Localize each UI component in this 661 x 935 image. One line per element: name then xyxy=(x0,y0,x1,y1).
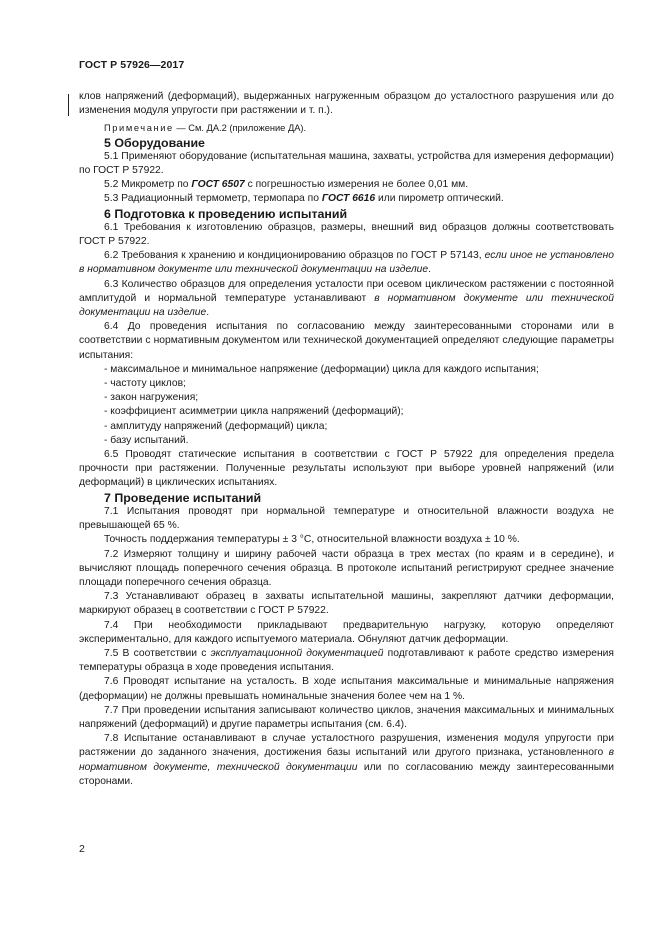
para-7-8: 7.8 Испытание останавливают в случае усталостного разрушения, изменения модуля упругости при растяжении до заданного значения, достижения базы испытаний или другого признака, установленного в нормативном документе, технической документации или по согласованию между заинтересованными сторонами. xyxy=(79,733,614,787)
document-body xyxy=(79,90,614,789)
para-6-2: 6.2 Требования к хранению и кондиционированию образцов по ГОСТ Р 57143, если иное не установлено в нормативном документе или технической документации на изделие. xyxy=(79,250,614,276)
para-6-5: 6.5 Проводят статические испытания в соответствии с ГОСТ Р 57922 для определения предела прочности при растяжении. Полученные результаты используют при выборе уровней напряжений (или деформаций) в циклических испытаниях. xyxy=(79,449,614,489)
para-5-1: 5.1 Применяют оборудование (испытательная машина, захваты, устройства для измерения деформации) по ГОСТ Р 57922. xyxy=(79,150,614,177)
standard-ref-link: ГОСТ 6507 xyxy=(191,179,245,191)
list-item: - базу испытаний. xyxy=(104,434,189,446)
list-item: - коэффициент асимметрии цикла напряжений (деформаций); xyxy=(104,406,404,418)
standard-ref-link: ГОСТ 6616 xyxy=(321,193,376,205)
section-5-heading: 5 Оборудование xyxy=(104,135,205,150)
list-item: - частоту циклов; xyxy=(104,378,186,390)
section-7-heading: 7 Проведение испытаний xyxy=(104,490,262,505)
para-6-1: 6.1 Требования к изготовлению образцов, размеры, внешний вид образцов должны соответствовать ГОСТ Р 57922. xyxy=(79,221,614,248)
para-6-3: 6.3 Количество образцов для определения усталости при осевом циклическом растяжении с постоянной амплитудой и нормальной температуре устанавливают в нормативном документе или технической документации на изделие. xyxy=(79,278,614,319)
para-7-2: 7.2 Измеряют толщину и ширину рабочей части образца в трех местах (по краям и в середине), и вычисляют площадь поперечного сечения образца. В протоколе испытаний регистрируют среднее значение площади поперечного сечения образца. xyxy=(79,548,614,588)
intro-paragraph: клов напряжений (деформаций), выдержанных нагруженным образцом до усталостного разрушения или до изменения модуля упругости при растяжении и т. п.). xyxy=(79,91,614,117)
page-number: 2 xyxy=(79,843,85,855)
para-7-7: 7.7 При проведении испытания записывают количество циклов, значения максимальных и минимальных напряжений (деформаций) и другие параметры испытания (см. 6.4). xyxy=(79,704,614,730)
change-bar xyxy=(68,94,69,116)
para-7-3: 7.3 Устанавливают образец в захваты испытательной машины, закрепляют датчики деформации, маркируют образец в соответствии с ГОСТ Р 57922. xyxy=(79,591,614,617)
para-7-1: 7.1 Испытания проводят при нормальной температуре и относительной влажности воздуха не превышающей 65 %. xyxy=(79,505,614,532)
note xyxy=(79,121,614,135)
para-5-3: 5.3 Радиационный термометр, термопара по ГОСТ 6616 или пирометр оптический. xyxy=(104,193,504,205)
section-6-heading: 6 Подготовка к проведению испытаний xyxy=(104,206,348,221)
document-header: ГОСТ Р 57926—2017 xyxy=(79,59,185,71)
para-7-4: 7.4 При необходимости прикладывают предварительную нагрузку, которую определяют экспериментально, для каждого испытуемого материала. Обнуляют датчик деформации. xyxy=(79,619,614,645)
para-6-4: 6.4 До проведения испытания по согласованию между заинтересованными сторонами или в соответствии с нормативным документом или технической документацией определяют следующие параметры испытания: xyxy=(79,321,614,361)
para-7-6: 7.6 Проводят испытание на усталость. В ходе испытания максимальные и минимальные напряжения (деформации) не должны превышать номинальные значения более чем на 1 %. xyxy=(79,676,614,702)
list-item: - максимальное и минимальное напряжение (деформации) цикла для каждого испытания; xyxy=(104,363,539,375)
note-label: Примечание xyxy=(104,123,174,134)
note-text: — См. ДА.2 (приложение ДА). xyxy=(173,123,307,134)
list-item: - амплитуду напряжений (деформаций) цикла; xyxy=(104,420,328,432)
para-5-2: 5.2 Микрометр по ГОСТ 6507 с погрешностью измерения не более 0,01 мм. xyxy=(104,179,469,191)
list-item: - закон нагружения; xyxy=(104,392,199,404)
para-7-1b: Точность поддержания температуры ± 3 °С, относительной влажности воздуха ± 10 %. xyxy=(104,534,520,546)
para-7-5: 7.5 В соответствии с эксплуатационной документацией подготавливают к работе средство измерения температуры образца в ходе проведения испытания. xyxy=(79,647,614,674)
